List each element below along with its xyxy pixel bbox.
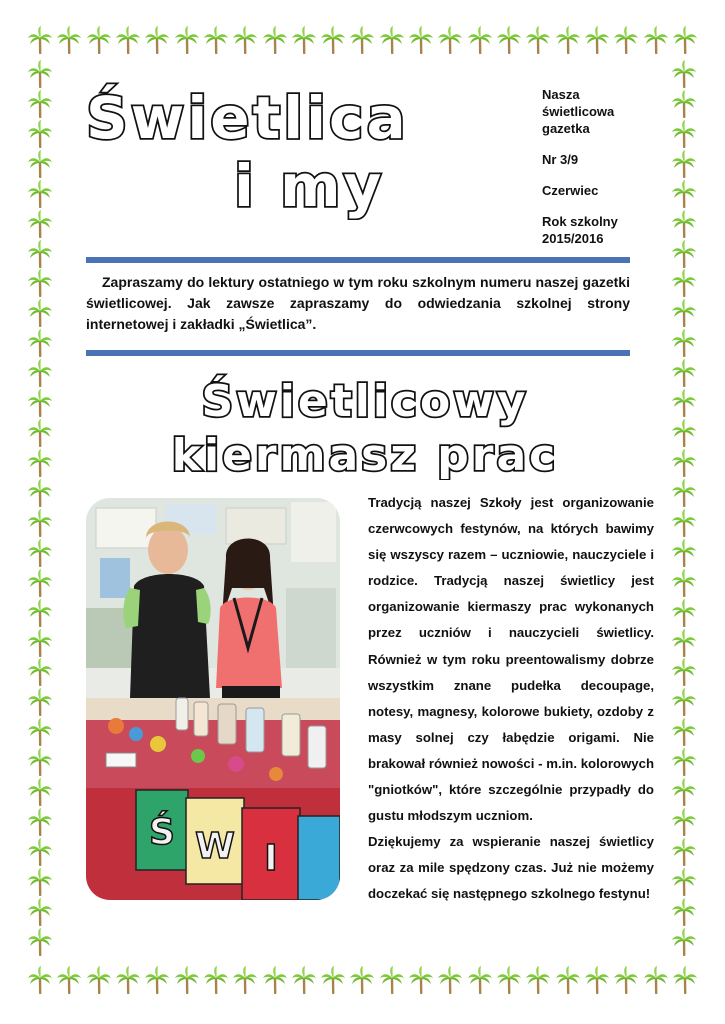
palm-tree-icon (28, 688, 52, 716)
palm-tree-icon (28, 599, 52, 627)
palm-tree-icon (233, 26, 257, 54)
palm-tree-icon (672, 120, 696, 148)
palm-tree-icon (116, 966, 140, 994)
meta-line1: Nasza (542, 87, 580, 102)
palm-tree-icon (672, 898, 696, 926)
palm-tree-icon (556, 26, 580, 54)
palm-tree-icon (28, 778, 52, 806)
palm-tree-icon (145, 966, 169, 994)
palm-tree-icon (672, 808, 696, 836)
publication-name (542, 86, 652, 137)
palm-tree-icon (87, 26, 111, 54)
fair-photo (86, 498, 340, 900)
palm-tree-icon (644, 26, 668, 54)
palm-tree-icon (28, 808, 52, 836)
palm-tree-icon (672, 718, 696, 746)
article-title (140, 370, 590, 480)
masthead-line1: Świetlica (86, 84, 409, 152)
palm-tree-icon (585, 966, 609, 994)
palm-tree-icon (468, 26, 492, 54)
palm-tree-icon (672, 599, 696, 627)
palm-tree-icon (28, 26, 52, 54)
palm-tree-icon (57, 26, 81, 54)
palm-tree-icon (672, 569, 696, 597)
palm-border-bottom (28, 966, 697, 994)
palm-tree-icon (292, 966, 316, 994)
palm-tree-icon (321, 966, 345, 994)
palm-tree-icon (28, 928, 52, 956)
palm-border-top (28, 26, 697, 54)
palm-tree-icon (28, 419, 52, 447)
palm-tree-icon (672, 688, 696, 716)
palm-tree-icon (672, 210, 696, 238)
article-body (368, 490, 654, 908)
palm-tree-icon (409, 966, 433, 994)
palm-tree-icon (87, 966, 111, 994)
article-paragraph-1: Tradycją naszej Szkoły jest organizowanie czerwcowych festynów, na których bawimy się wszyscy razem – uczniowie, nauczyciele i rodzice. Tradycją naszej świetlicy jest organizowanie kiermaszy prac wykonanych przez uczniów i nauczycieli świetlicy. Również w tym roku preentowalismy dobrze wszystkim znane pudełka decoupage, notesy, magnesy, kolorowe bukiety, ozdoby z masy solnej czy łabędzie origami. Nie brakował również nowości - m.in. kolorowych "gniotków", które szczególnie przypadły do gustu młodszym uczniom. (368, 495, 654, 824)
palm-tree-icon (672, 329, 696, 357)
palm-tree-icon (28, 966, 52, 994)
palm-tree-icon (672, 389, 696, 417)
palm-tree-icon (321, 26, 345, 54)
meta-line3: gazetka (542, 121, 590, 136)
palm-tree-icon (672, 479, 696, 507)
palm-border-right (672, 60, 696, 956)
issue-info (542, 86, 652, 261)
palm-tree-icon (644, 966, 668, 994)
palm-tree-icon (672, 359, 696, 387)
palm-tree-icon (672, 180, 696, 208)
palm-tree-icon (28, 449, 52, 477)
palm-border-left (28, 60, 52, 956)
palm-tree-icon (672, 868, 696, 896)
article-paragraph-2: Dziękujemy za wspieranie naszej świetlicy oraz za mile spędzony czas. Już nie możemy doczekać się następnego szkolnego festynu! (368, 834, 654, 902)
banner-letter-1: Ś (149, 812, 175, 853)
divider-top (86, 257, 630, 263)
palm-tree-icon (28, 718, 52, 746)
issue-month: Czerwiec (542, 183, 599, 198)
palm-tree-icon (263, 26, 287, 54)
palm-tree-icon (28, 629, 52, 657)
school-year-value: 2015/2016 (542, 231, 604, 246)
palm-tree-icon (233, 966, 257, 994)
palm-tree-icon (28, 60, 52, 88)
masthead-line2: i my (234, 152, 385, 220)
palm-tree-icon (526, 26, 550, 54)
masthead-title (86, 80, 486, 220)
banner-flag-1 (136, 790, 188, 870)
palm-tree-icon (672, 269, 696, 297)
palm-tree-icon (175, 26, 199, 54)
palm-tree-icon (28, 509, 52, 537)
palm-tree-icon (556, 966, 580, 994)
palm-tree-icon (292, 26, 316, 54)
palm-tree-icon (28, 539, 52, 567)
issue-number: Nr 3/9 (542, 152, 579, 167)
palm-tree-icon (28, 240, 52, 268)
article-title-line1: Świetlicowy (201, 376, 529, 427)
palm-tree-icon (28, 269, 52, 297)
palm-tree-icon (672, 748, 696, 776)
palm-tree-icon (28, 748, 52, 776)
banner-letter-3: I (264, 838, 278, 879)
palm-tree-icon (672, 90, 696, 118)
palm-tree-icon (380, 966, 404, 994)
palm-tree-icon (28, 658, 52, 686)
palm-tree-icon (28, 389, 52, 417)
palm-tree-icon (116, 26, 140, 54)
palm-tree-icon (409, 26, 433, 54)
palm-tree-icon (28, 838, 52, 866)
palm-tree-icon (350, 966, 374, 994)
banner-flag-3 (242, 808, 300, 900)
palm-tree-icon (673, 26, 697, 54)
palm-tree-icon (672, 778, 696, 806)
palm-tree-icon (497, 966, 521, 994)
palm-tree-icon (672, 60, 696, 88)
palm-tree-icon (438, 966, 462, 994)
palm-tree-icon (28, 150, 52, 178)
palm-tree-icon (672, 539, 696, 567)
palm-tree-icon (204, 26, 228, 54)
article-title-line2: kiermasz prac (171, 430, 559, 480)
palm-tree-icon (468, 966, 492, 994)
palm-tree-icon (57, 966, 81, 994)
palm-tree-icon (672, 419, 696, 447)
palm-tree-icon (28, 329, 52, 357)
palm-tree-icon (28, 180, 52, 208)
palm-tree-icon (145, 26, 169, 54)
palm-tree-icon (672, 928, 696, 956)
intro-text: Zapraszamy do lektury ostatniego w tym roku szkolnym numeru naszej gazetki świetlicowej. Jak zawsze zapraszamy do odwiedzania szkolnej strony internetowej i zakładki „Świetlica”. (86, 274, 630, 332)
palm-tree-icon (28, 898, 52, 926)
palm-tree-icon (28, 569, 52, 597)
palm-tree-icon (28, 90, 52, 118)
palm-tree-icon (497, 26, 521, 54)
palm-tree-icon (672, 299, 696, 327)
palm-tree-icon (614, 26, 638, 54)
palm-tree-icon (526, 966, 550, 994)
meta-line2: świetlicowa (542, 104, 615, 119)
school-year (542, 213, 652, 247)
divider-bottom (86, 350, 630, 356)
palm-tree-icon (672, 150, 696, 178)
palm-tree-icon (380, 26, 404, 54)
palm-tree-icon (672, 449, 696, 477)
banner-letter-2: W (195, 826, 235, 867)
palm-tree-icon (28, 210, 52, 238)
palm-tree-icon (673, 966, 697, 994)
school-year-label: Rok szkolny (542, 214, 618, 229)
palm-tree-icon (204, 966, 228, 994)
palm-tree-icon (28, 120, 52, 148)
banner-flag-2 (186, 798, 244, 884)
palm-tree-icon (614, 966, 638, 994)
palm-tree-icon (585, 26, 609, 54)
palm-tree-icon (438, 26, 462, 54)
palm-tree-icon (672, 629, 696, 657)
intro-paragraph (86, 272, 630, 335)
palm-tree-icon (28, 299, 52, 327)
palm-tree-icon (28, 359, 52, 387)
palm-tree-icon (28, 479, 52, 507)
palm-tree-icon (175, 966, 199, 994)
palm-tree-icon (672, 658, 696, 686)
palm-tree-icon (672, 509, 696, 537)
palm-tree-icon (672, 838, 696, 866)
palm-tree-icon (672, 240, 696, 268)
palm-tree-icon (28, 868, 52, 896)
palm-tree-icon (263, 966, 287, 994)
palm-tree-icon (350, 26, 374, 54)
